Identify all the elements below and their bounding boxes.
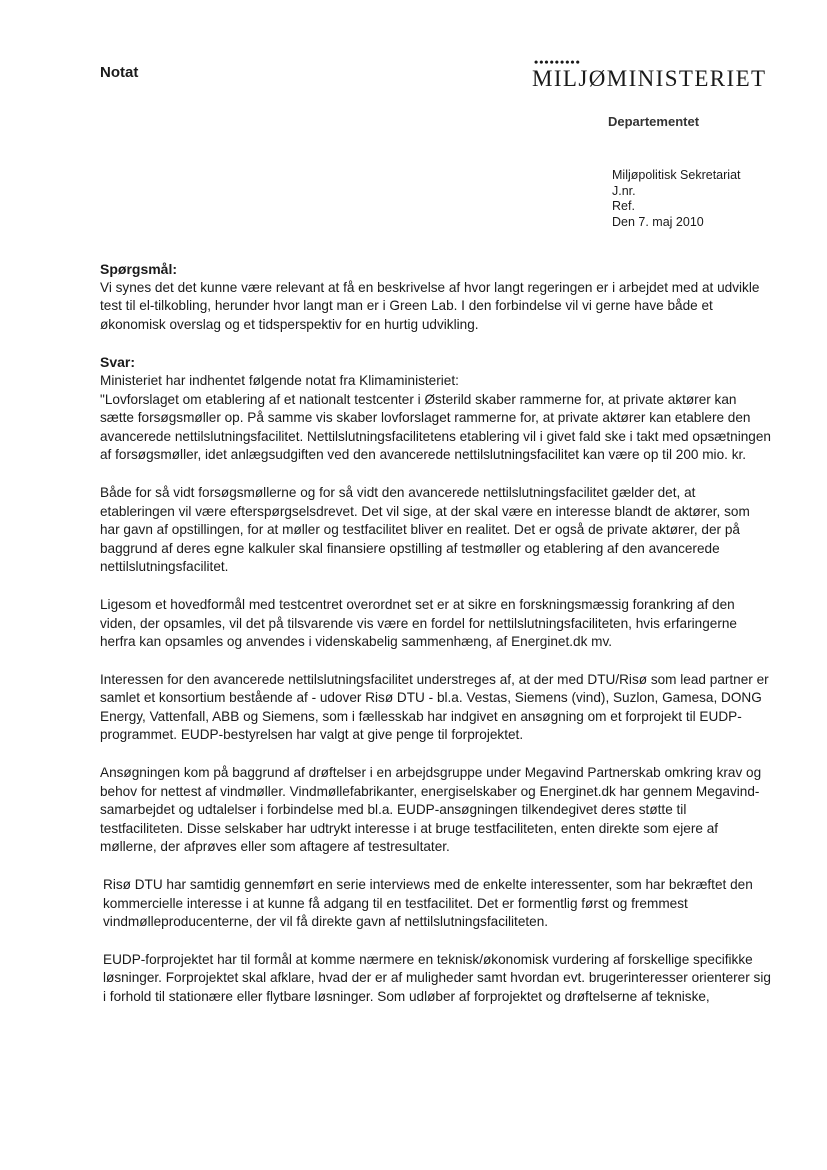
office-name: Miljøpolitisk Sekretariat [612,168,741,182]
question-heading: Spørgsmål: [100,261,178,277]
question-text: Vi synes det det kunne være relevant at få en beskrivelse af hvor langt regeringen er i arbejdet med at udvikle test til el-tilkobling, herunder hvor langt man er i Green Lab. I den forbindelse vil vi gerne have både et økonomisk overslag og et tidsperspektiv for en hurtig udvikling. [100,279,760,332]
document-type-label: Notat [100,64,139,81]
answer-heading: Svar: [100,354,136,371]
logo-dots: ••••••••• [534,55,581,69]
answer-paragraph: Både for så vidt forsøgsmøllerne og for så vidt den avancerede nettilslutningsfacilitet gælder det, at etableringen vil være efterspørgselsdrevet. Det vil sige, at der skal være en interesse blandt de aktører, som har gavn af opstillingen, for at møller og testfacilitet bliver en realitet. Det er også de private aktører, der på baggrund af deres egne kalkuler skal finansiere opstilling af testmøller og etablering af den avancerede nettilslutningsfacilitet. [100,484,750,575]
journal-number: J.nr. [612,183,636,198]
answer-intro: Ministeriet har indhentet følgende notat fra Klimaministeriet: [100,372,459,388]
document-date: Den 7. maj 2010 [612,214,704,229]
answer-paragraph: Interessen for den avancerede nettilslutningsfacilitet understreges af, at der med DTU/Risø som lead partner er samlet et konsortium bestående af - udover Risø DTU - bl.a. Vestas, Siemens (vind), Suzlon, Gamesa, DONG Energy, Vattenfall, ABB og Siemens, som i fællesskab har indgivet en ansøgning om et forprojekt til EUDP-programmet. EUDP-bestyrelsen har valgt at give penge til forprojektet. [100,671,769,743]
answer-paragraph: Ligesom et hovedformål med testcentret overordnet set er at sikre en forskningsmæssig forankring af den viden, der opsamles, vil det på tilsvarende vis være en fordel for nettilslutningsfaciliteten, hvis erfaringerne herfra kan opsamles og anvendes i videnskabelig sammenhæng, af Energinet.dk mv. [100,596,737,650]
answer-paragraph: Ansøgningen kom på baggrund af drøftelser i en arbejdsgruppe under Megavind Partnerskab omkring krav og behov for nettest af vindmøller. Vindmøllefabrikanter, energiselskaber og Energinet.dk har gennem Megavind-samarbejdet og udtalelser i forbindelse med bl.a. EUDP-ansøgningen tilkendegivet deres støtte til testfaciliteten. Disse selskaber har udtrykt interesse i at bruge testfaciliteten, enten direkte som ejere af møllerne, der afprøves eller som aftagere af testresultater. [100,765,762,855]
department-label: Departementet [608,114,700,129]
metadata-block [612,168,741,230]
ministry-logo [532,55,772,92]
answer-paragraph: Risø DTU har samtidig gennemført en serie interviews med de enkelte interessenter, som har bekræftet den kommercielle interesse i at kunne få adgang til en testfacilitet. Det er formentlig først og fremmest vindmølleproducenterne, der vil få direkte gavn af nettilslutningsfaciliteten. [103,877,753,930]
answer-paragraph: "Lovforslaget om etablering af et nationalt testcenter i Østerild skaber rammerne for, at private aktører kan sætte forsøgsmøller op. På samme vis skaber lovforslaget rammerne for, at private aktører kan etablere den avancerede nettilslutningsfacilitet. Nettilslutningsfacilitetens etablering vil i givet fald ske i takt med opsætningen af forsøgsmøller, idet anlægsudgiften ved den avancerede nettilslutningsfacilitet kan være op til 200 mio. kr. [100,391,771,463]
logo-text: MILJØMINISTERIET [532,66,767,91]
document-body [100,260,772,1026]
answer-paragraph: EUDP-forprojektet har til formål at komme nærmere en teknisk/økonomisk vurdering af forskellige specifikke løsninger. Forprojektet skal afklare, hvad der er af muligheder samt hvordan evt. brugerinteresser orienterer sig i forhold til stationære eller flytbare løsninger. Som udløber af forprojektet og drøftelserne af tekniske, [103,951,771,1004]
reference: Ref. [612,199,635,213]
